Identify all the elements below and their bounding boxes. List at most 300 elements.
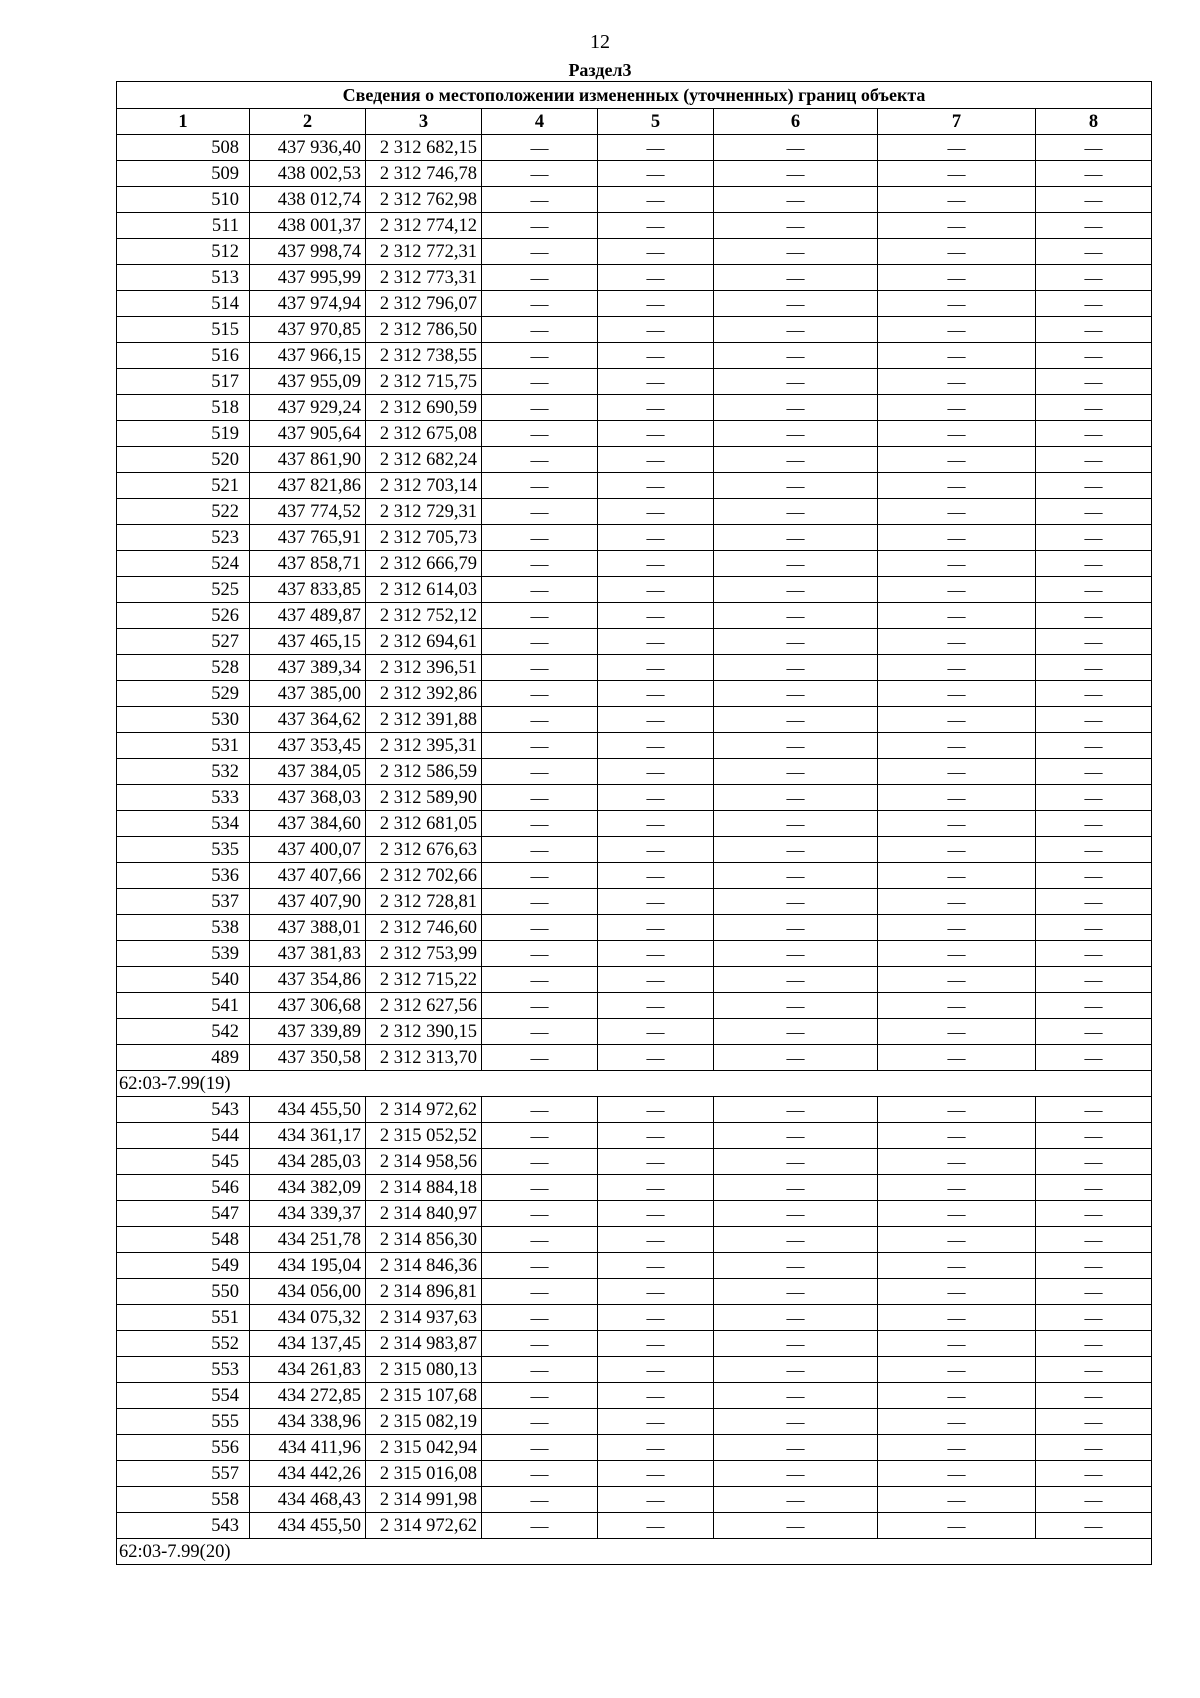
empty-value-dash: — — [878, 1383, 1036, 1409]
empty-value-dash: — — [598, 733, 714, 759]
point-number: 520 — [117, 447, 250, 473]
empty-value-dash: — — [1036, 655, 1152, 681]
coord-y: 2 315 042,94 — [366, 1435, 482, 1461]
coord-x: 437 774,52 — [250, 499, 366, 525]
empty-value-dash: — — [714, 1045, 878, 1071]
coord-y: 2 312 675,08 — [366, 421, 482, 447]
empty-value-dash: — — [714, 473, 878, 499]
empty-value-dash: — — [598, 473, 714, 499]
table-row — [117, 343, 1152, 369]
coord-x: 437 353,45 — [250, 733, 366, 759]
point-number: 515 — [117, 317, 250, 343]
point-number: 517 — [117, 369, 250, 395]
empty-value-dash: — — [598, 993, 714, 1019]
table-row — [117, 291, 1152, 317]
coord-y: 2 312 396,51 — [366, 655, 482, 681]
coord-x: 434 075,32 — [250, 1305, 366, 1331]
table-row — [117, 1123, 1152, 1149]
point-number: 558 — [117, 1487, 250, 1513]
table-row — [117, 265, 1152, 291]
empty-value-dash: — — [482, 577, 598, 603]
table-row — [117, 577, 1152, 603]
coord-x: 437 381,83 — [250, 941, 366, 967]
empty-value-dash: — — [482, 1409, 598, 1435]
empty-value-dash: — — [598, 837, 714, 863]
empty-value-dash: — — [1036, 1513, 1152, 1539]
table-row — [117, 1019, 1152, 1045]
empty-value-dash: — — [878, 1045, 1036, 1071]
group-label: 62:03-7.99(20) — [117, 1539, 1152, 1565]
group-label-row — [117, 1539, 1152, 1565]
coord-y: 2 312 746,78 — [366, 161, 482, 187]
table-row — [117, 1409, 1152, 1435]
table-row — [117, 213, 1152, 239]
coord-y: 2 312 690,59 — [366, 395, 482, 421]
empty-value-dash: — — [482, 1513, 598, 1539]
coord-y: 2 312 728,81 — [366, 889, 482, 915]
empty-value-dash: — — [878, 369, 1036, 395]
empty-value-dash: — — [1036, 811, 1152, 837]
coord-x: 434 361,17 — [250, 1123, 366, 1149]
empty-value-dash: — — [878, 421, 1036, 447]
coord-x: 437 364,62 — [250, 707, 366, 733]
empty-value-dash: — — [878, 395, 1036, 421]
empty-value-dash: — — [1036, 473, 1152, 499]
table-row — [117, 707, 1152, 733]
coord-x: 437 354,86 — [250, 967, 366, 993]
empty-value-dash: — — [598, 135, 714, 161]
empty-value-dash: — — [1036, 343, 1152, 369]
empty-value-dash: — — [714, 655, 878, 681]
group-label-row — [117, 1071, 1152, 1097]
coord-y: 2 312 392,86 — [366, 681, 482, 707]
empty-value-dash: — — [482, 785, 598, 811]
coord-y: 2 314 884,18 — [366, 1175, 482, 1201]
table-row — [117, 499, 1152, 525]
coord-y: 2 312 762,98 — [366, 187, 482, 213]
empty-value-dash: — — [878, 187, 1036, 213]
column-header: 4 — [482, 109, 598, 135]
coord-x: 437 407,90 — [250, 889, 366, 915]
empty-value-dash: — — [1036, 265, 1152, 291]
empty-value-dash: — — [714, 1383, 878, 1409]
coord-y: 2 315 052,52 — [366, 1123, 482, 1149]
table-row — [117, 473, 1152, 499]
point-number: 547 — [117, 1201, 250, 1227]
empty-value-dash: — — [878, 1331, 1036, 1357]
empty-value-dash: — — [714, 239, 878, 265]
empty-value-dash: — — [878, 707, 1036, 733]
point-number: 550 — [117, 1279, 250, 1305]
empty-value-dash: — — [598, 187, 714, 213]
coord-x: 434 382,09 — [250, 1175, 366, 1201]
empty-value-dash: — — [482, 317, 598, 343]
coord-y: 2 312 682,15 — [366, 135, 482, 161]
empty-value-dash: — — [482, 1357, 598, 1383]
table-row — [117, 551, 1152, 577]
point-number: 553 — [117, 1357, 250, 1383]
empty-value-dash: — — [482, 1461, 598, 1487]
empty-value-dash: — — [878, 1201, 1036, 1227]
empty-value-dash: — — [598, 499, 714, 525]
empty-value-dash: — — [598, 941, 714, 967]
empty-value-dash: — — [1036, 525, 1152, 551]
empty-value-dash: — — [482, 681, 598, 707]
point-number: 519 — [117, 421, 250, 447]
empty-value-dash: — — [598, 811, 714, 837]
table-row — [117, 941, 1152, 967]
point-number: 523 — [117, 525, 250, 551]
point-number: 510 — [117, 187, 250, 213]
empty-value-dash: — — [714, 733, 878, 759]
empty-value-dash: — — [878, 499, 1036, 525]
empty-value-dash: — — [1036, 733, 1152, 759]
coord-x: 437 385,00 — [250, 681, 366, 707]
point-number: 551 — [117, 1305, 250, 1331]
coord-x: 434 455,50 — [250, 1513, 366, 1539]
coord-x: 434 338,96 — [250, 1409, 366, 1435]
empty-value-dash: — — [714, 1123, 878, 1149]
coord-x: 437 970,85 — [250, 317, 366, 343]
empty-value-dash: — — [714, 863, 878, 889]
empty-value-dash: — — [598, 603, 714, 629]
coord-y: 2 312 738,55 — [366, 343, 482, 369]
coord-x: 434 411,96 — [250, 1435, 366, 1461]
coord-x: 434 272,85 — [250, 1383, 366, 1409]
empty-value-dash: — — [878, 941, 1036, 967]
empty-value-dash: — — [598, 1227, 714, 1253]
point-number: 546 — [117, 1175, 250, 1201]
coord-y: 2 315 082,19 — [366, 1409, 482, 1435]
empty-value-dash: — — [878, 213, 1036, 239]
table-row — [117, 1227, 1152, 1253]
empty-value-dash: — — [1036, 1227, 1152, 1253]
empty-value-dash: — — [714, 551, 878, 577]
empty-value-dash: — — [482, 1279, 598, 1305]
coord-y: 2 315 016,08 — [366, 1461, 482, 1487]
empty-value-dash: — — [714, 1409, 878, 1435]
empty-value-dash: — — [482, 291, 598, 317]
empty-value-dash: — — [878, 889, 1036, 915]
empty-value-dash: — — [878, 1435, 1036, 1461]
coord-x: 437 368,03 — [250, 785, 366, 811]
table-row — [117, 1253, 1152, 1279]
empty-value-dash: — — [1036, 1019, 1152, 1045]
empty-value-dash: — — [878, 681, 1036, 707]
coord-x: 437 955,09 — [250, 369, 366, 395]
coord-y: 2 312 694,61 — [366, 629, 482, 655]
empty-value-dash: — — [878, 655, 1036, 681]
empty-value-dash: — — [482, 837, 598, 863]
coord-x: 434 195,04 — [250, 1253, 366, 1279]
empty-value-dash: — — [1036, 1331, 1152, 1357]
empty-value-dash: — — [1036, 369, 1152, 395]
empty-value-dash: — — [482, 1201, 598, 1227]
table-row — [117, 187, 1152, 213]
empty-value-dash: — — [482, 421, 598, 447]
coord-x: 437 821,86 — [250, 473, 366, 499]
coord-y: 2 312 586,59 — [366, 759, 482, 785]
empty-value-dash: — — [1036, 967, 1152, 993]
point-number: 542 — [117, 1019, 250, 1045]
empty-value-dash: — — [878, 1097, 1036, 1123]
empty-value-dash: — — [482, 915, 598, 941]
empty-value-dash: — — [1036, 1175, 1152, 1201]
empty-value-dash: — — [1036, 785, 1152, 811]
empty-value-dash: — — [714, 499, 878, 525]
point-number: 535 — [117, 837, 250, 863]
empty-value-dash: — — [714, 1305, 878, 1331]
empty-value-dash: — — [714, 915, 878, 941]
point-number: 528 — [117, 655, 250, 681]
empty-value-dash: — — [878, 1357, 1036, 1383]
empty-value-dash: — — [482, 759, 598, 785]
empty-value-dash: — — [714, 1513, 878, 1539]
empty-value-dash: — — [598, 1123, 714, 1149]
empty-value-dash: — — [482, 1487, 598, 1513]
empty-value-dash: — — [598, 421, 714, 447]
coord-y: 2 312 614,03 — [366, 577, 482, 603]
empty-value-dash: — — [714, 785, 878, 811]
point-number: 543 — [117, 1097, 250, 1123]
table-row — [117, 629, 1152, 655]
empty-value-dash: — — [1036, 291, 1152, 317]
coord-x: 437 465,15 — [250, 629, 366, 655]
coord-y: 2 312 715,22 — [366, 967, 482, 993]
empty-value-dash: — — [878, 525, 1036, 551]
coord-y: 2 312 682,24 — [366, 447, 482, 473]
table-row — [117, 1487, 1152, 1513]
empty-value-dash: — — [598, 1383, 714, 1409]
coord-x: 434 455,50 — [250, 1097, 366, 1123]
coord-x: 437 306,68 — [250, 993, 366, 1019]
point-number: 536 — [117, 863, 250, 889]
empty-value-dash: — — [714, 681, 878, 707]
point-number: 513 — [117, 265, 250, 291]
empty-value-dash: — — [1036, 681, 1152, 707]
empty-value-dash: — — [714, 577, 878, 603]
empty-value-dash: — — [1036, 837, 1152, 863]
coordinates-table — [116, 81, 1152, 1565]
coord-x: 437 974,94 — [250, 291, 366, 317]
empty-value-dash: — — [1036, 863, 1152, 889]
coord-y: 2 312 729,31 — [366, 499, 482, 525]
point-number: 544 — [117, 1123, 250, 1149]
empty-value-dash: — — [482, 213, 598, 239]
empty-value-dash: — — [482, 811, 598, 837]
empty-value-dash: — — [1036, 759, 1152, 785]
point-number: 525 — [117, 577, 250, 603]
coord-y: 2 314 840,97 — [366, 1201, 482, 1227]
empty-value-dash: — — [598, 551, 714, 577]
empty-value-dash: — — [878, 1175, 1036, 1201]
coord-y: 2 312 703,14 — [366, 473, 482, 499]
empty-value-dash: — — [598, 863, 714, 889]
empty-value-dash: — — [714, 265, 878, 291]
coord-y: 2 312 395,31 — [366, 733, 482, 759]
coord-y: 2 314 846,36 — [366, 1253, 482, 1279]
table-row — [117, 421, 1152, 447]
empty-value-dash: — — [878, 967, 1036, 993]
empty-value-dash: — — [598, 707, 714, 733]
table-row — [117, 369, 1152, 395]
empty-value-dash: — — [714, 213, 878, 239]
table-row — [117, 811, 1152, 837]
empty-value-dash: — — [714, 1357, 878, 1383]
empty-value-dash: — — [878, 265, 1036, 291]
table-row — [117, 603, 1152, 629]
empty-value-dash: — — [482, 889, 598, 915]
empty-value-dash: — — [1036, 1253, 1152, 1279]
empty-value-dash: — — [482, 1305, 598, 1331]
empty-value-dash: — — [482, 187, 598, 213]
table-row — [117, 759, 1152, 785]
empty-value-dash: — — [714, 317, 878, 343]
column-header: 8 — [1036, 109, 1152, 135]
table-row — [117, 317, 1152, 343]
empty-value-dash: — — [1036, 1305, 1152, 1331]
empty-value-dash: — — [714, 1175, 878, 1201]
empty-value-dash: — — [1036, 993, 1152, 1019]
empty-value-dash: — — [714, 629, 878, 655]
empty-value-dash: — — [714, 1201, 878, 1227]
table-row — [117, 915, 1152, 941]
empty-value-dash: — — [598, 369, 714, 395]
coord-x: 437 936,40 — [250, 135, 366, 161]
empty-value-dash: — — [714, 1435, 878, 1461]
coord-x: 437 833,85 — [250, 577, 366, 603]
empty-value-dash: — — [482, 525, 598, 551]
empty-value-dash: — — [1036, 161, 1152, 187]
coord-y: 2 312 391,88 — [366, 707, 482, 733]
empty-value-dash: — — [878, 577, 1036, 603]
empty-value-dash: — — [878, 135, 1036, 161]
empty-value-dash: — — [1036, 1097, 1152, 1123]
empty-value-dash: — — [482, 993, 598, 1019]
empty-value-dash: — — [878, 161, 1036, 187]
empty-value-dash: — — [482, 135, 598, 161]
empty-value-dash: — — [714, 707, 878, 733]
empty-value-dash: — — [598, 317, 714, 343]
empty-value-dash: — — [598, 447, 714, 473]
empty-value-dash: — — [878, 1019, 1036, 1045]
table-row — [117, 447, 1152, 473]
empty-value-dash: — — [598, 967, 714, 993]
coord-x: 434 261,83 — [250, 1357, 366, 1383]
table-row — [117, 1513, 1152, 1539]
point-number: 516 — [117, 343, 250, 369]
empty-value-dash: — — [714, 1331, 878, 1357]
point-number: 543 — [117, 1513, 250, 1539]
empty-value-dash: — — [482, 473, 598, 499]
empty-value-dash: — — [1036, 395, 1152, 421]
empty-value-dash: — — [598, 1097, 714, 1123]
point-number: 533 — [117, 785, 250, 811]
empty-value-dash: — — [482, 1045, 598, 1071]
empty-value-dash: — — [598, 681, 714, 707]
empty-value-dash: — — [598, 1461, 714, 1487]
empty-value-dash: — — [598, 213, 714, 239]
empty-value-dash: — — [598, 291, 714, 317]
empty-value-dash: — — [598, 161, 714, 187]
empty-value-dash: — — [598, 889, 714, 915]
empty-value-dash: — — [878, 343, 1036, 369]
empty-value-dash: — — [1036, 551, 1152, 577]
empty-value-dash: — — [598, 1331, 714, 1357]
table-row — [117, 1149, 1152, 1175]
table-row — [117, 785, 1152, 811]
empty-value-dash: — — [598, 1409, 714, 1435]
empty-value-dash: — — [878, 1487, 1036, 1513]
empty-value-dash: — — [878, 785, 1036, 811]
empty-value-dash: — — [878, 1279, 1036, 1305]
empty-value-dash: — — [714, 1487, 878, 1513]
empty-value-dash: — — [1036, 499, 1152, 525]
coord-x: 437 339,89 — [250, 1019, 366, 1045]
column-header: 5 — [598, 109, 714, 135]
point-number: 556 — [117, 1435, 250, 1461]
empty-value-dash: — — [1036, 889, 1152, 915]
empty-value-dash: — — [598, 577, 714, 603]
coord-x: 437 384,60 — [250, 811, 366, 837]
coord-x: 437 389,34 — [250, 655, 366, 681]
empty-value-dash: — — [714, 889, 878, 915]
empty-value-dash: — — [714, 525, 878, 551]
empty-value-dash: — — [878, 811, 1036, 837]
empty-value-dash: — — [482, 447, 598, 473]
coord-y: 2 314 983,87 — [366, 1331, 482, 1357]
coord-x: 434 056,00 — [250, 1279, 366, 1305]
point-number: 524 — [117, 551, 250, 577]
empty-value-dash: — — [482, 1097, 598, 1123]
point-number: 534 — [117, 811, 250, 837]
point-number: 514 — [117, 291, 250, 317]
point-number: 539 — [117, 941, 250, 967]
empty-value-dash: — — [878, 447, 1036, 473]
table-row — [117, 681, 1152, 707]
coord-y: 2 315 080,13 — [366, 1357, 482, 1383]
coord-x: 434 468,43 — [250, 1487, 366, 1513]
empty-value-dash: — — [598, 915, 714, 941]
empty-value-dash: — — [878, 1227, 1036, 1253]
empty-value-dash: — — [598, 1435, 714, 1461]
empty-value-dash: — — [878, 1305, 1036, 1331]
coord-y: 2 315 107,68 — [366, 1383, 482, 1409]
empty-value-dash: — — [878, 1409, 1036, 1435]
empty-value-dash: — — [714, 421, 878, 447]
column-header: 2 — [250, 109, 366, 135]
empty-value-dash: — — [1036, 941, 1152, 967]
point-number: 521 — [117, 473, 250, 499]
coord-y: 2 314 937,63 — [366, 1305, 482, 1331]
coord-x: 437 489,87 — [250, 603, 366, 629]
empty-value-dash: — — [598, 1045, 714, 1071]
column-header: 1 — [117, 109, 250, 135]
point-number: 548 — [117, 1227, 250, 1253]
empty-value-dash: — — [878, 603, 1036, 629]
empty-value-dash: — — [1036, 1045, 1152, 1071]
empty-value-dash: — — [1036, 187, 1152, 213]
empty-value-dash: — — [714, 291, 878, 317]
coord-y: 2 312 313,70 — [366, 1045, 482, 1071]
coord-y: 2 314 958,56 — [366, 1149, 482, 1175]
column-header: 3 — [366, 109, 482, 135]
empty-value-dash: — — [1036, 1435, 1152, 1461]
coord-x: 437 765,91 — [250, 525, 366, 551]
empty-value-dash: — — [714, 967, 878, 993]
empty-value-dash: — — [714, 447, 878, 473]
empty-value-dash: — — [1036, 1487, 1152, 1513]
